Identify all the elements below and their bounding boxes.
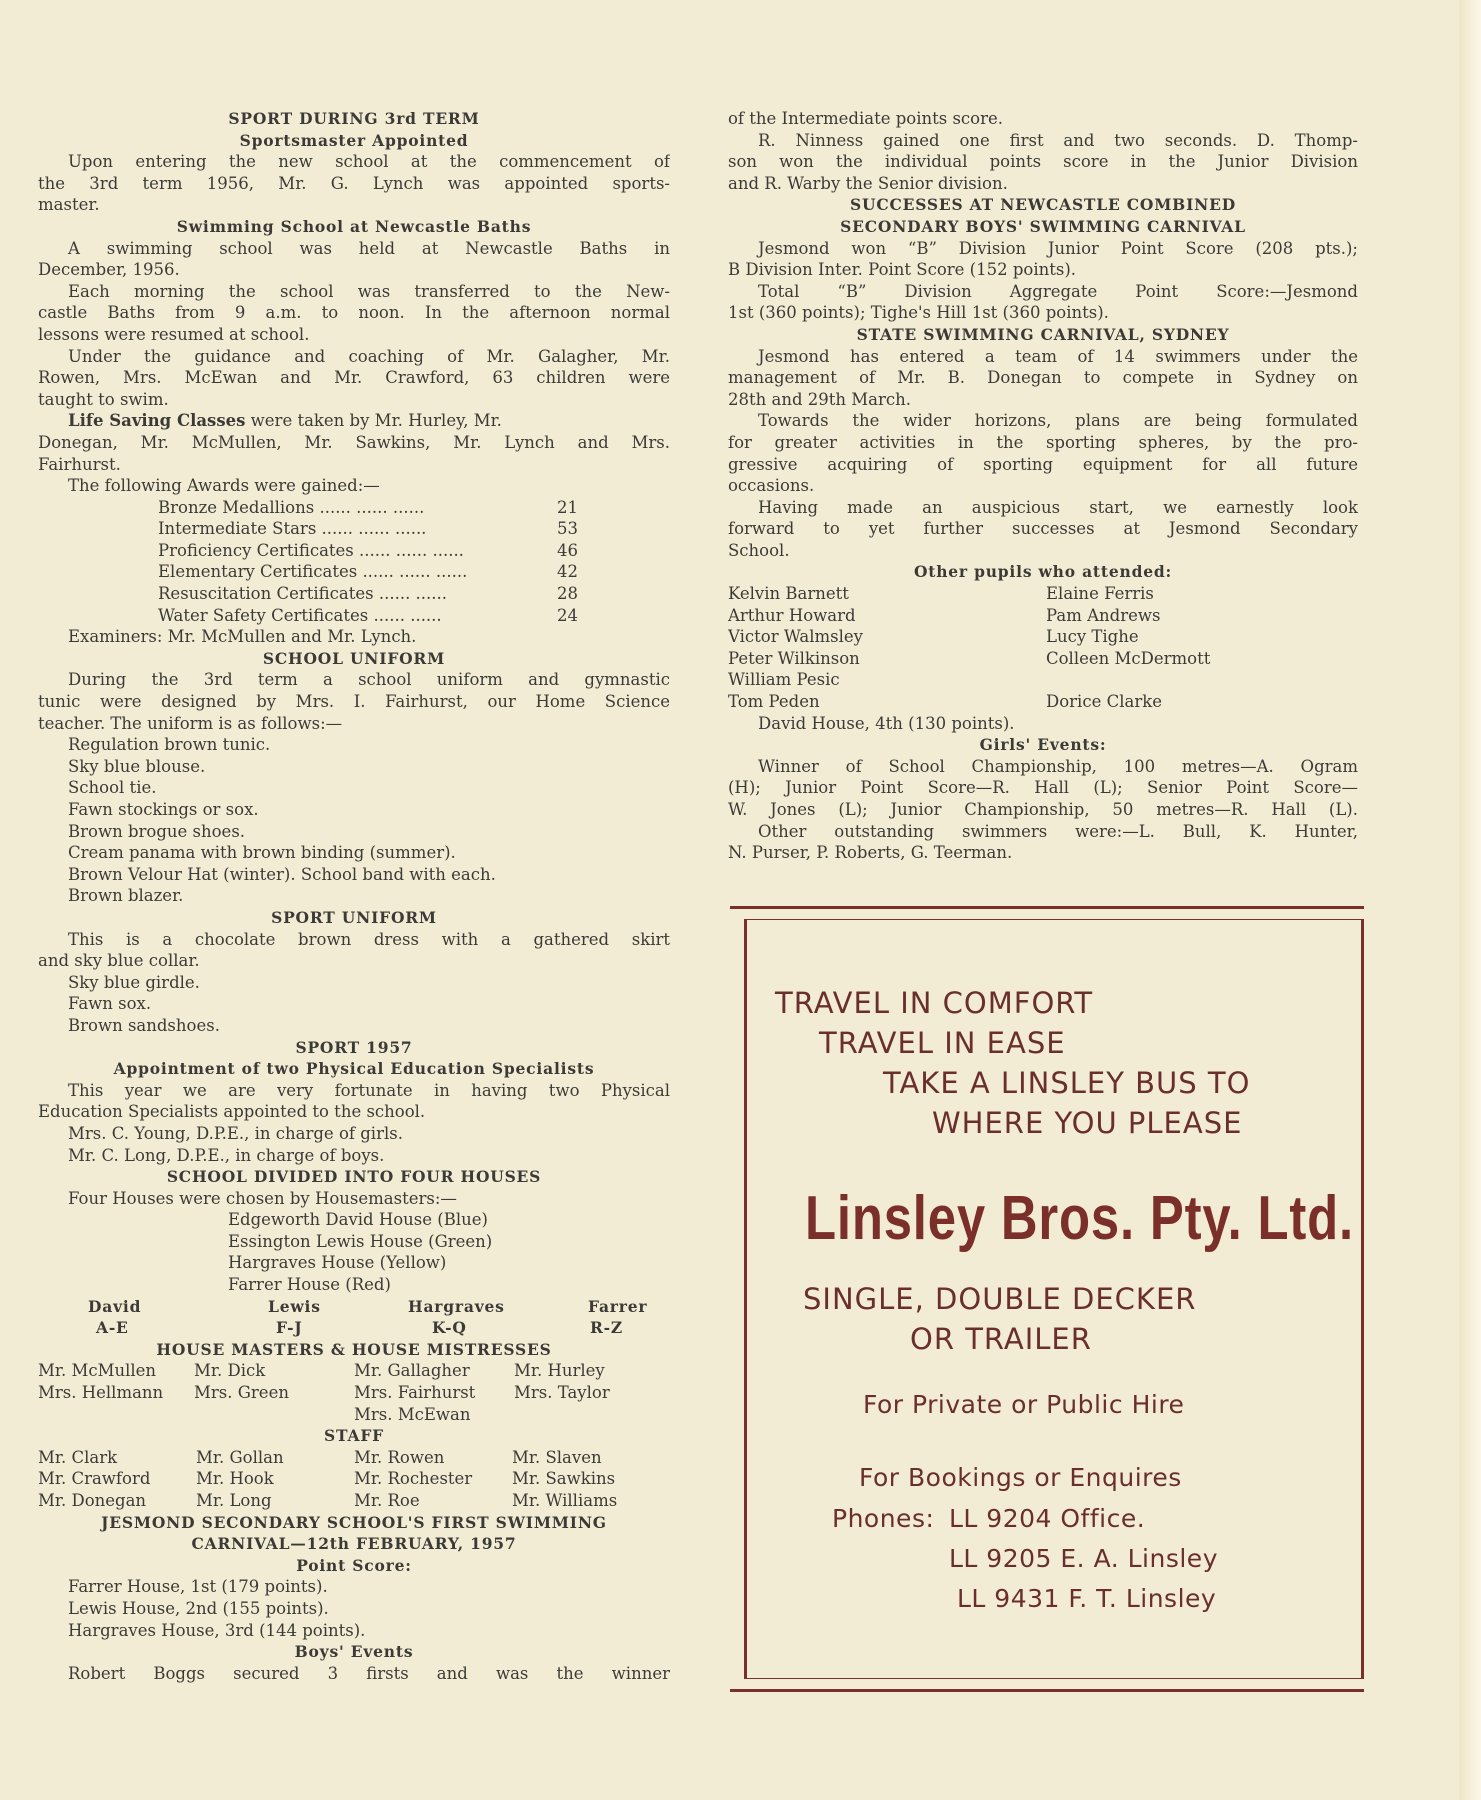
uniform-item: Brown brogue shoes.	[68, 821, 246, 841]
award-row	[158, 583, 578, 605]
award-value: 28	[557, 584, 578, 604]
appointment-heading: Appointment of two Physical Education Specialists	[113, 1059, 595, 1079]
award-label: Resuscitation Certificates	[158, 584, 374, 604]
award-value: 21	[557, 497, 578, 517]
pupil-name: Lucy Tighe	[1046, 627, 1139, 647]
carnival-heading: JESMOND SECONDARY SCHOOL'S FIRST SWIMMING	[101, 1512, 607, 1532]
award-value: 42	[557, 562, 578, 582]
pupil-name: Peter Wilkinson	[728, 648, 860, 668]
ad-line-single-double: SINGLE, DOUBLE DECKER	[803, 1282, 1197, 1316]
text-line: taught to swim.	[38, 389, 169, 409]
text-line: teacher. The uniform is as follows:—	[38, 713, 343, 733]
text-line: This year we are very fortunate in having two Physical	[68, 1080, 670, 1100]
text-line: W. Jones (L); Junior Championship, 50 metres—R. Hall (L).	[728, 800, 1358, 819]
pupil-name: Arthur Howard	[728, 605, 856, 625]
house-name: David	[88, 1296, 142, 1316]
ad-line-take-bus: TAKE A LINSLEY BUS TO	[883, 1066, 1251, 1100]
ad-line-where-please: WHERE YOU PLEASE	[932, 1106, 1243, 1140]
pupil-row	[728, 691, 1358, 713]
text-line: and sky blue collar.	[38, 951, 200, 971]
award-label: Proficiency Certificates	[158, 540, 354, 560]
ad-phone-ft-linsley: LL 9431 F. T. Linsley	[957, 1584, 1217, 1613]
award-value: 24	[557, 605, 578, 625]
text-line: Winner of School Championship, 100 metres—A. Ogram	[758, 756, 1358, 776]
masters-row	[38, 1382, 670, 1404]
point-score-heading: Point Score:	[296, 1555, 412, 1575]
houses-heading: SCHOOL DIVIDED INTO FOUR HOUSES	[166, 1167, 542, 1187]
page-edge	[1459, 0, 1481, 1800]
house-name: Lewis	[268, 1296, 321, 1316]
ad-phones-label: Phones:	[832, 1504, 935, 1533]
text-span: were taken by Mr. Hurley, Mr.	[245, 411, 502, 431]
leader-dots: ...... ...... ......	[362, 562, 468, 582]
pupil-row	[728, 669, 1358, 691]
staff-name: Mr. Rowen	[354, 1447, 445, 1467]
boys-events-heading: Boys' Events	[294, 1642, 414, 1662]
text-line: N. Purser, P. Roberts, G. Teerman.	[728, 843, 1013, 863]
award-row	[158, 561, 578, 583]
pupil-name: Elaine Ferris	[1046, 584, 1154, 604]
text-line: of the Intermediate points score.	[728, 109, 1003, 128]
leader-dots: ...... ...... ......	[321, 519, 427, 539]
staff-name: Mr. Gollan	[196, 1447, 284, 1467]
point-score-line: Hargraves House, 3rd (144 points).	[68, 1620, 366, 1640]
text-line: Total “B” Division Aggregate Point Score:—Jesmond	[758, 281, 1358, 301]
right-column	[728, 108, 1358, 864]
ad-phone-office: LL 9204 Office.	[949, 1504, 1146, 1533]
uniform-item: Regulation brown tunic.	[68, 735, 271, 755]
staff-heading: STAFF	[324, 1426, 384, 1446]
text-line: School.	[728, 540, 790, 560]
award-label: Intermediate Stars	[158, 519, 317, 539]
left-column	[38, 108, 670, 1684]
pupil-row	[728, 583, 1358, 605]
house-name: Farrer	[588, 1296, 648, 1316]
award-label: Bronze Medallions	[158, 497, 315, 517]
house-line: Farrer House (Red)	[228, 1275, 391, 1295]
master-name: Mr. Dick	[194, 1361, 266, 1381]
text-line: castle Baths from 9 a.m. to noon. In the afternoon normal	[38, 303, 670, 323]
pupil-name: Colleen McDermott	[1046, 648, 1211, 668]
uniform-item: Fawn stockings or sox.	[68, 800, 259, 819]
david-house-line: David House, 4th (130 points).	[758, 713, 1015, 733]
award-value: 46	[557, 540, 578, 560]
awards-table	[158, 497, 578, 627]
award-row	[158, 605, 578, 627]
text-line: management of Mr. B. Donegan to compete in Sydney on	[728, 368, 1358, 388]
ad-line-bookings: For Bookings or Enquires	[859, 1463, 1182, 1492]
text-line: and R. Warby the Senior division.	[728, 173, 1008, 193]
sport-uniform-item: Fawn sox.	[68, 994, 152, 1014]
text-line: This is a chocolate brown dress with a gathered skirt	[68, 929, 670, 949]
text-line: gressive acquiring of sporting equipment for all future	[728, 454, 1358, 474]
staff-name: Mr. Long	[196, 1491, 272, 1510]
house-letters: F-J	[276, 1318, 303, 1338]
text-line: Each morning the school was transferred to the New-	[68, 281, 670, 301]
uniform-item: Cream panama with brown binding (summer).	[68, 843, 456, 863]
text-line: Jesmond has entered a team of 14 swimmers under the	[758, 346, 1358, 366]
master-name: Mrs. McEwan	[354, 1404, 471, 1424]
text-line: son won the individual points score in the Junior Division	[728, 152, 1358, 172]
state-carnival-heading: STATE SWIMMING CARNIVAL, SYDNEY	[856, 324, 1230, 344]
text-line: master.	[38, 195, 100, 215]
ad-frame	[744, 919, 1364, 1679]
staff-name: Mr. Roe	[354, 1491, 420, 1510]
sport-1957-heading: SPORT 1957	[295, 1037, 413, 1057]
pupil-row	[728, 605, 1358, 627]
house-line: Edgeworth David House (Blue)	[228, 1210, 488, 1230]
staff-row	[38, 1468, 670, 1490]
uniform-item: School tie.	[68, 778, 157, 798]
point-score-line: Farrer House, 1st (179 points).	[68, 1577, 328, 1597]
sport-term-heading: SPORT DURING 3rd TERM	[228, 109, 480, 128]
house-names-row	[38, 1296, 670, 1318]
house-letters: A-E	[96, 1318, 129, 1338]
sportsmaster-heading: Sportsmaster Appointed	[239, 130, 469, 150]
text-line: Towards the wider horizons, plans are being formulated	[758, 411, 1358, 431]
text-line: Fairhurst.	[38, 454, 121, 474]
sport-uniform-item: Sky blue girdle.	[68, 972, 200, 992]
examiners-line: Examiners: Mr. McMullen and Mr. Lynch.	[68, 627, 417, 647]
life-saving-bold: Life Saving Classes	[68, 411, 246, 431]
text-line: During the 3rd term a school uniform and gymnastic	[68, 670, 670, 690]
house-letters-row	[38, 1317, 670, 1339]
house-line: Essington Lewis House (Green)	[228, 1231, 493, 1251]
master-name: Mrs. Green	[194, 1383, 289, 1403]
pupil-name: Kelvin Barnett	[728, 584, 849, 604]
staff-name: Mr. Rochester	[354, 1469, 473, 1489]
uniform-item: Brown blazer.	[68, 886, 184, 906]
text-line: A swimming school was held at Newcastle Baths in	[68, 238, 670, 258]
uniform-item: Brown Velour Hat (winter). School band with each.	[68, 864, 496, 884]
text-line: lessons were resumed at school.	[38, 324, 310, 344]
leader-dots: ...... ...... ......	[319, 497, 425, 517]
staff-row	[38, 1490, 670, 1512]
linsley-advertisement	[730, 906, 1364, 1692]
text-line: for greater activities in the sporting spheres, by the pro-	[728, 432, 1358, 452]
award-row	[158, 518, 578, 540]
staff-name: Mr. Hook	[196, 1469, 274, 1489]
text-line: Rowen, Mrs. McEwan and Mr. Crawford, 63 children were	[38, 368, 670, 388]
text-line: 28th and 29th March.	[728, 389, 911, 409]
masters-row	[38, 1404, 670, 1426]
staff-name: Mr. Sawkins	[512, 1469, 616, 1489]
text-line: Jesmond won “B” Division Junior Point Score (208 pts.);	[758, 238, 1358, 258]
school-uniform-heading: SCHOOL UNIFORM	[262, 648, 446, 668]
pupil-row	[728, 626, 1358, 648]
text-line: Upon entering the new school at the commencement of	[68, 152, 670, 172]
leader-dots: ...... ...... ......	[359, 540, 464, 560]
uniform-item: Sky blue blouse.	[68, 756, 206, 776]
ad-line-travel-ease: TRAVEL IN EASE	[819, 1026, 1066, 1060]
staff-row	[38, 1447, 670, 1469]
carnival-heading: CARNIVAL—12th FEBRUARY, 1957	[191, 1534, 517, 1554]
houses-intro: Four Houses were chosen by Housemasters:—	[68, 1188, 457, 1208]
master-name: Mr. Gallagher	[354, 1361, 470, 1381]
staff-name: Mr. Williams	[512, 1491, 618, 1510]
staff-name: Mr. Donegan	[38, 1491, 147, 1510]
successes-heading: SUCCESSES AT NEWCASTLE COMBINED	[850, 195, 1236, 215]
other-pupils-list	[728, 583, 1358, 713]
staff-name: Mr. Crawford	[38, 1469, 151, 1489]
text-line: R. Ninness gained one first and two seconds. D. Thomp-	[758, 130, 1358, 150]
master-name: Mr. McMullen	[38, 1361, 157, 1381]
text-line: tunic were designed by Mrs. I. Fairhurst, our Home Science	[38, 692, 670, 712]
ad-line-hire: For Private or Public Hire	[863, 1390, 1185, 1419]
text-line: Education Specialists appointed to the school.	[38, 1102, 426, 1122]
text-line: 1st (360 points); Tighe's Hill 1st (360 points).	[728, 303, 1109, 323]
swimming-school-heading: Swimming School at Newcastle Baths	[176, 216, 532, 236]
pupil-name: Dorice Clarke	[1046, 692, 1162, 712]
text-line	[38, 410, 670, 432]
text-line: B Division Inter. Point Score (152 points).	[728, 260, 1077, 280]
pupil-name: Tom Peden	[728, 692, 820, 712]
house-line: Hargraves House (Yellow)	[228, 1253, 447, 1273]
award-label: Water Safety Certificates	[158, 605, 369, 625]
leader-dots: ...... ......	[378, 584, 448, 604]
point-score-line: Lewis House, 2nd (155 points).	[68, 1598, 329, 1618]
award-row	[158, 497, 578, 519]
award-row	[158, 540, 578, 562]
ad-phone-ea-linsley: LL 9205 E. A. Linsley	[949, 1544, 1218, 1573]
master-name	[38, 1404, 194, 1426]
house-letters: R-Z	[590, 1318, 624, 1338]
master-name: Mrs. Fairhurst	[354, 1383, 476, 1403]
master-name: Mrs. Taylor	[514, 1383, 610, 1403]
other-pupils-heading: Other pupils who attended:	[913, 562, 1173, 582]
sport-uniform-heading: SPORT UNIFORM	[271, 907, 437, 927]
specialist-line: Mrs. C. Young, D.P.E., in charge of girls.	[68, 1123, 403, 1143]
pupil-row	[728, 648, 1358, 670]
ad-line-trailer: OR TRAILER	[910, 1322, 1092, 1356]
text-line: Donegan, Mr. McMullen, Mr. Sawkins, Mr. Lynch and Mrs.	[38, 432, 670, 452]
text-line: forward to yet further successes at Jesmond Secondary	[728, 519, 1358, 539]
staff-name: Mr. Slaven	[512, 1447, 602, 1467]
master-name: Mr. Hurley	[514, 1361, 605, 1381]
pupil-name: William Pesic	[728, 670, 840, 690]
sport-uniform-item: Brown sandshoes.	[68, 1015, 220, 1035]
text-line: (H); Junior Point Score—R. Hall (L); Senior Point Score—	[728, 778, 1358, 798]
text-line: Under the guidance and coaching of Mr. Galagher, Mr.	[68, 346, 670, 366]
award-label: Elementary Certificates	[158, 562, 358, 582]
master-name: Mrs. Hellmann	[38, 1383, 164, 1403]
awards-intro: The following Awards were gained:—	[68, 476, 380, 496]
text-line: the 3rd term 1956, Mr. G. Lynch was appointed sports-	[38, 173, 670, 193]
ad-line-travel-comfort: TRAVEL IN COMFORT	[775, 986, 1094, 1020]
girls-events-heading: Girls' Events:	[979, 735, 1107, 755]
leader-dots: ...... ......	[373, 605, 442, 625]
award-value: 53	[557, 519, 578, 539]
masters-row	[38, 1360, 670, 1382]
text-line: Having made an auspicious start, we earnestly look	[758, 497, 1358, 517]
pupil-name: Victor Walmsley	[728, 627, 863, 647]
specialist-line: Mr. C. Long, D.P.E., in charge of boys.	[68, 1145, 385, 1165]
text-line: Other outstanding swimmers were:—L. Bull, K. Hunter,	[758, 821, 1358, 841]
ad-brand-name: Linsley Bros. Pty. Ltd.	[805, 1184, 1355, 1253]
house-letters: K-Q	[432, 1318, 467, 1338]
house-name: Hargraves	[408, 1296, 505, 1316]
text-line: Robert Boggs secured 3 firsts and was the winner	[68, 1663, 670, 1683]
text-line: occasions.	[728, 476, 815, 496]
successes-heading: SECONDARY BOYS' SWIMMING CARNIVAL	[840, 216, 1246, 236]
house-masters-heading: HOUSE MASTERS & HOUSE MISTRESSES	[156, 1339, 552, 1359]
pupil-name: Pam Andrews	[1046, 605, 1161, 625]
master-name	[194, 1404, 354, 1426]
staff-name: Mr. Clark	[38, 1447, 118, 1467]
text-line: December, 1956.	[38, 260, 180, 280]
